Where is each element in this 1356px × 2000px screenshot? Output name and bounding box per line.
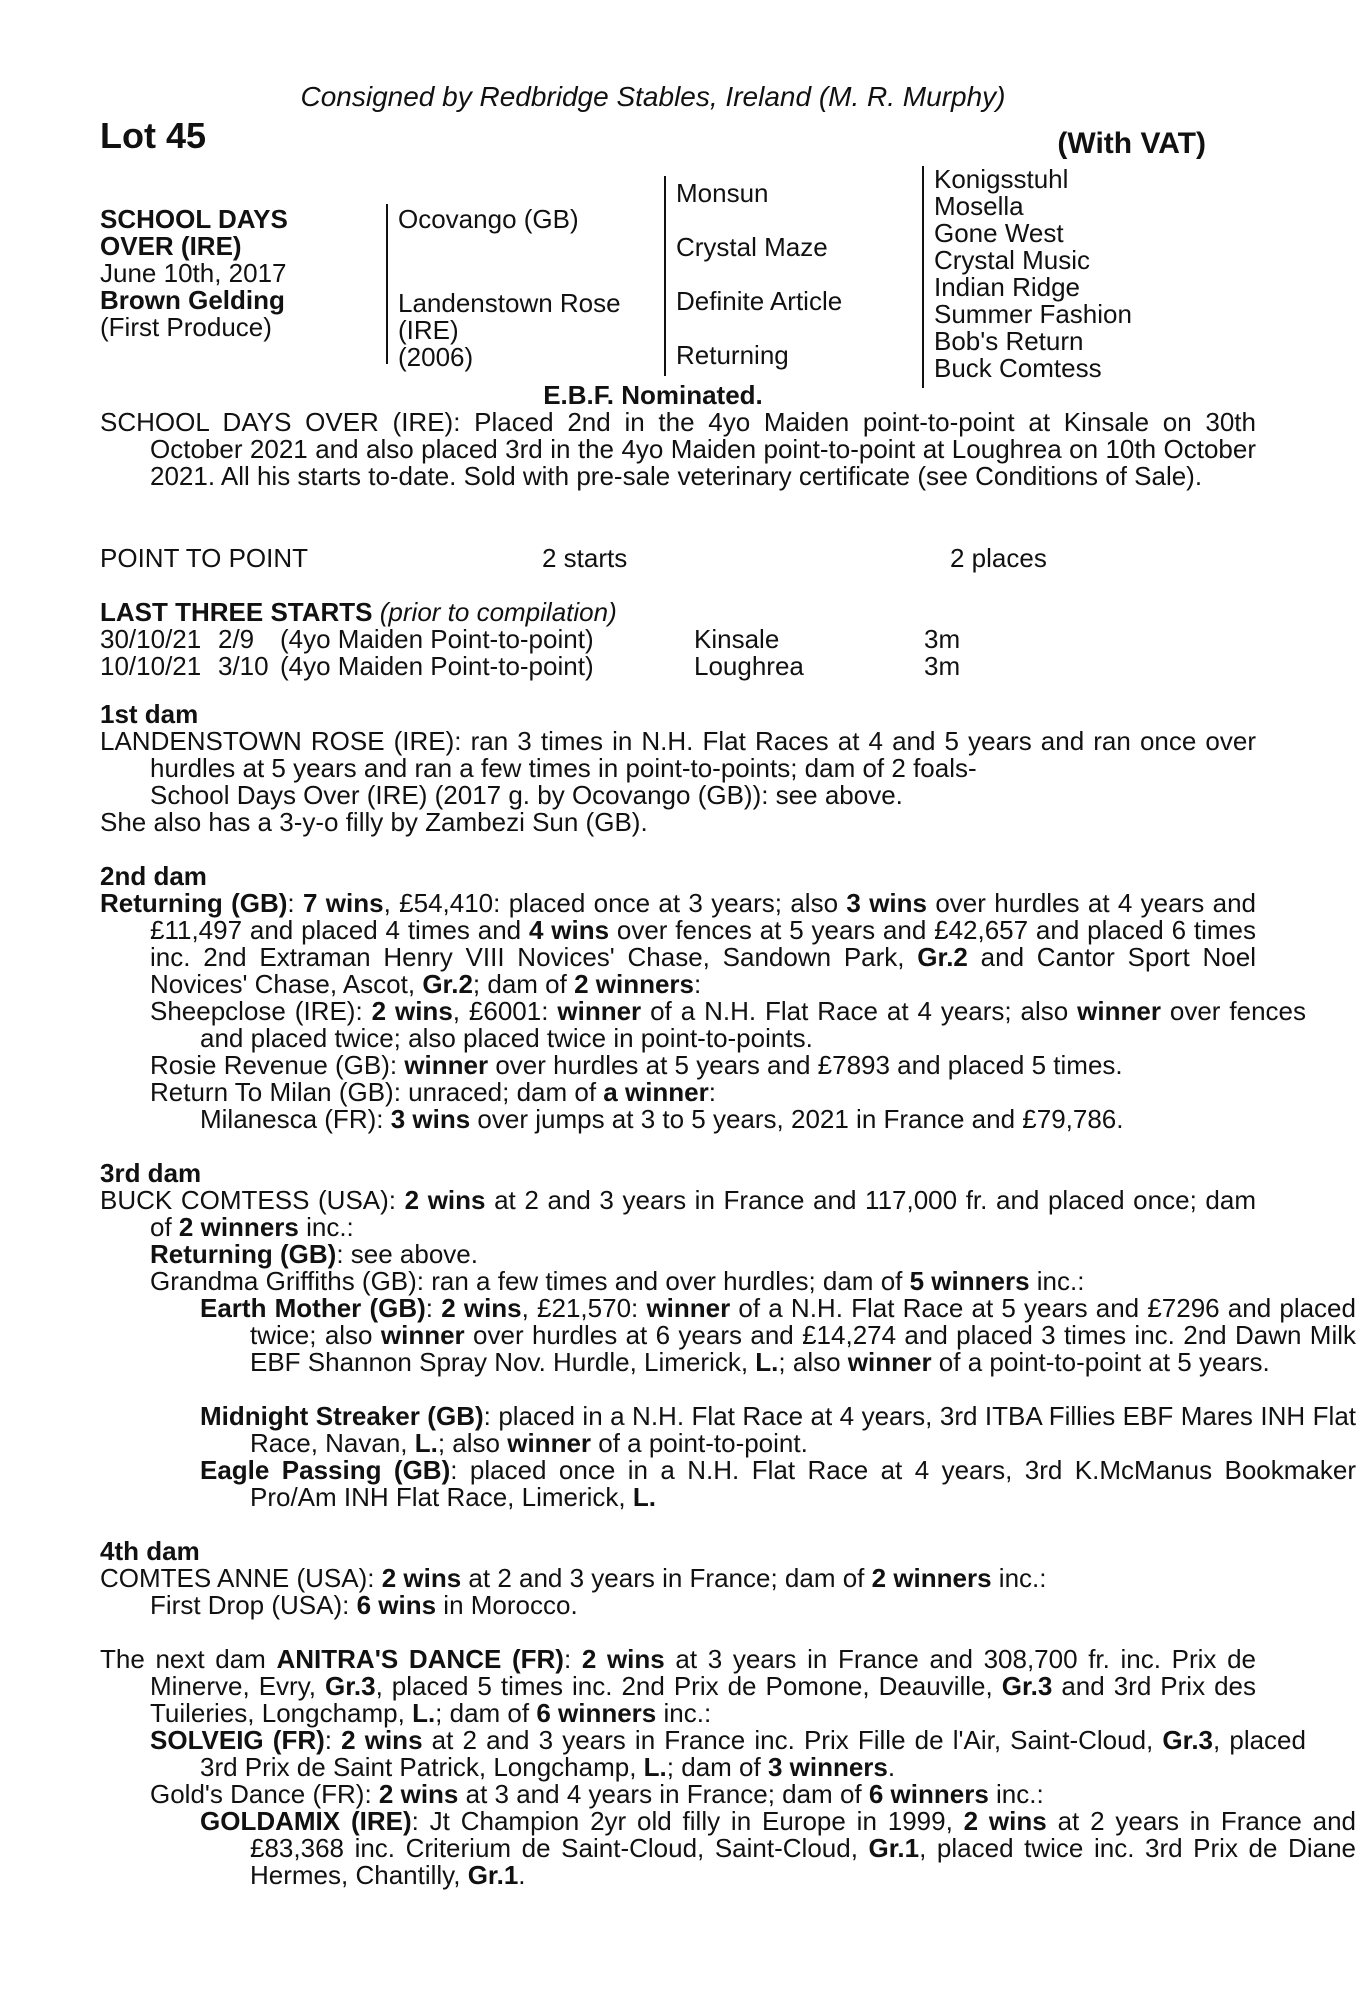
- sire: Ocovango (GB): [398, 204, 579, 234]
- produce-entry: GOLDAMIX (IRE): Jt Champion 2yr old filly in Europe in 1999, 2 wins at 2 years in France and £83,368 inc. Criterium de Saint-Cloud, Saint-Cloud, Gr.1, placed twice inc. 3rd Prix de Diane Hermes, Chantilly, Gr.1.: [200, 1806, 1356, 1890]
- lot-number: Lot 45: [100, 115, 207, 156]
- dam-dam: Returning: [676, 340, 789, 370]
- record-label: POINT TO POINT: [100, 543, 309, 573]
- horse-sex: Brown Gelding: [100, 285, 285, 315]
- third-generation: Konigsstuhl Mosella Gone West Crystal Music Indian Ridge Summer Fashion Bob's Return Buck Comtess: [934, 164, 1132, 383]
- record-places: 2 places: [950, 543, 1047, 573]
- first-dam-extra: She also has a 3-y-o filly by Zambezi Sun (GB).: [100, 807, 648, 837]
- first-dam-text: LANDENSTOWN ROSE (IRE): ran 3 times in N.H. Flat Races at 4 and 5 years and ran once over hurdles at 5 years and ran a few times in point-to-points; dam of 2 foals-: [100, 726, 1256, 783]
- produce-entry: Returning (GB): see above.: [150, 1239, 478, 1269]
- horse-name-line2: OVER (IRE): [100, 231, 242, 261]
- pedigree-bracket-3: [922, 166, 924, 388]
- next-dam-text: The next dam ANITRA'S DANCE (FR): 2 wins at 3 years in France and 308,700 fr. inc. Prix de Minerve, Evry, Gr.3, placed 5 times inc. 2nd Prix de Pomone, Deauville, Gr.3 and 3rd Prix des Tuileries, Longchamp, L.; dam of 6 winners inc.:: [100, 1644, 1256, 1728]
- race-summary: SCHOOL DAYS OVER (IRE): Placed 2nd in the 4yo Maiden point-to-point at Kinsale on 30th October 2021 and also placed 3rd in the 4yo Maiden point-to-point at Loughrea on 10th October 2021. All his starts to-date. Sold with pre-sale veterinary certificate (see Conditions of Sale).: [100, 407, 1256, 491]
- produce-entry: First Drop (USA): 6 wins in Morocco.: [150, 1590, 578, 1620]
- pedigree-table: [100, 166, 1206, 388]
- record-starts: 2 starts: [542, 543, 628, 573]
- foaling-date: June 10th, 2017: [100, 258, 287, 288]
- consignor-line: Consigned by Redbridge Stables, Ireland (M. R. Murphy): [300, 81, 1006, 112]
- horse-details: [100, 206, 390, 341]
- produce-entry: Milanesca (FR): 3 wins over jumps at 3 to 5 years, 2021 in France and £79,786.: [200, 1104, 1124, 1134]
- fourth-dam-heading: 4th dam: [100, 1536, 200, 1566]
- produce-entry: Midnight Streaker (GB): placed in a N.H. Flat Race at 4 years, 3rd ITBA Fillies EBF Mares INH Flat Race, Navan, L.; also winner of a point-to-point.: [200, 1401, 1356, 1458]
- pedigree-bracket-1: [386, 204, 388, 364]
- produce-entry: Earth Mother (GB): 2 wins, £21,570: winner of a N.H. Flat Race at 5 years and £7296 and placed twice; also winner over hurdles at 6 years and £14,274 and placed 3 times inc. 2nd Dawn Milk EBF Shannon Spray Nov. Hurdle, Limerick, L.; also winner of a point-to-point at 5 years.: [200, 1293, 1356, 1377]
- produce-entry: Gold's Dance (FR): 2 wins at 3 and 4 years in France; dam of 6 winners inc.:: [150, 1779, 1044, 1809]
- pedigree-bracket-2: [664, 176, 666, 376]
- fourth-dam-text: COMTES ANNE (USA): 2 wins at 2 and 3 years in France; dam of 2 winners inc.:: [100, 1563, 1047, 1593]
- sire-dam: Crystal Maze: [676, 232, 828, 262]
- ebf-nominated: E.B.F. Nominated.: [543, 380, 763, 410]
- dam: Landenstown Rose (IRE) (2006): [398, 288, 621, 372]
- produce-entry: Grandma Griffiths (GB): ran a few times and over hurdles; dam of 5 winners inc.:: [150, 1266, 1085, 1296]
- sire-sire: Monsun: [676, 178, 769, 208]
- produce-entry: Return To Milan (GB): unraced; dam of a winner:: [150, 1077, 716, 1107]
- dam-sire: Definite Article: [676, 286, 843, 316]
- second-dam-text: Returning (GB): 7 wins, £54,410: placed once at 3 years; also 3 wins over hurdles at 4 years and £11,497 and placed 4 times and 4 wins over fences at 5 years and £42,657 and placed 6 times inc. 2nd Extraman Henry VIII Novices' Chase, Sandown Park, Gr.2 and Cantor Sport Noel Novices' Chase, Ascot, Gr.2; dam of 2 winners:: [100, 888, 1256, 999]
- produce-note: (First Produce): [100, 312, 272, 342]
- horse-name-line1: SCHOOL DAYS: [100, 204, 288, 234]
- produce-entry: Eagle Passing (GB): placed once in a N.H. Flat Race at 4 years, 3rd K.McManus Bookmaker Pro/Am INH Flat Race, Limerick, L.: [200, 1455, 1356, 1512]
- produce-entry: Rosie Revenue (GB): winner over hurdles at 5 years and £7893 and placed 5 times.: [150, 1050, 1123, 1080]
- first-dam-foal: School Days Over (IRE) (2017 g. by Ocovango (GB)): see above.: [150, 780, 903, 810]
- produce-entry: SOLVEIG (FR): 2 wins at 2 and 3 years in France inc. Prix Fille de l'Air, Saint-Cloud, Gr.3, placed 3rd Prix de Saint Patrick, Longchamp, L.; dam of 3 winners.: [150, 1725, 1306, 1782]
- vat-note: (With VAT): [1057, 127, 1206, 160]
- third-dam-text: BUCK COMTESS (USA): 2 wins at 2 and 3 years in France and 117,000 fr. and placed once; dam of 2 winners inc.:: [100, 1185, 1256, 1242]
- first-dam-heading: 1st dam: [100, 699, 199, 729]
- produce-entry: Sheepclose (IRE): 2 wins, £6001: winner of a N.H. Flat Race at 4 years; also winner over fences and placed twice; also placed twice in point-to-points.: [150, 996, 1306, 1053]
- second-dam-heading: 2nd dam: [100, 861, 207, 891]
- third-dam-heading: 3rd dam: [100, 1158, 202, 1188]
